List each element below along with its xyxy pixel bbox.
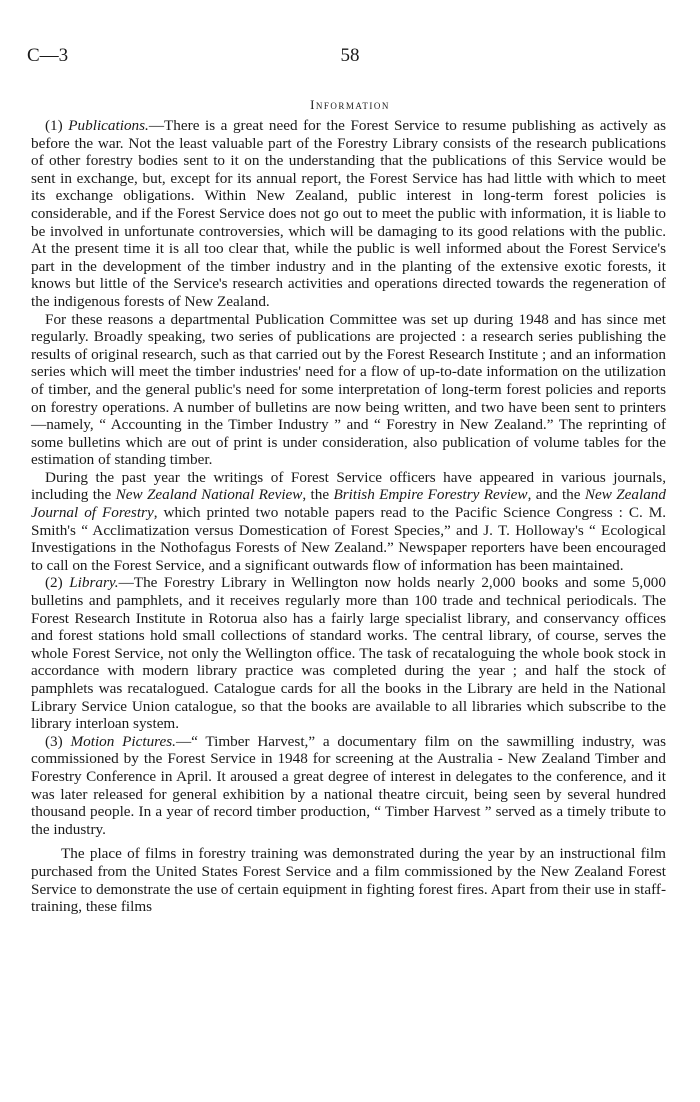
paragraph-heading: Motion Pictures. bbox=[70, 732, 176, 750]
paragraph-number: (3) bbox=[45, 732, 71, 750]
paragraph-publication-committee: For these reasons a departmental Publication Committee was set up during 1948 and has since met regularly. Broadly speaking, two series of publications are projected : a research series publishing the results of original research, such as that carried out by the Forest Research Institute ; and an information series which will meet the timber industries' need for a flow of up-to-date information on the utilization of timber, and the general public's need for some interpretation of long-term forest policies and reports on forestry operations. A number of bulletins are now being written, and two have been sent to printers—namely, “ Accounting in the Timber Industry ” and “ Forestry in New Zealand.” The reprinting of some bulletins which are out of print is under consideration, also publication of volume tables for the estimation of standing timber. bbox=[31, 310, 666, 469]
body-text bbox=[31, 117, 666, 916]
paragraph-library bbox=[31, 574, 666, 732]
paragraph-text: , the bbox=[302, 486, 334, 504]
paragraph-text: —“ Timber Harvest,” a documentary film on the sawmilling industry, was commissioned by the Forest Service in 1948 for screening at the Australia - New Zealand Timber and Forestry Conference in April. It aroused a great degree of interest in delegates to the conference, and it was later released for general exhibition by a national theatre circuit, being seen by several hundred thousand people. In a year of record timber production, “ Timber Harvest ” served as a timely tribute to the industry. bbox=[31, 732, 666, 838]
paragraph-heading: Library. bbox=[69, 574, 119, 592]
journal-title: New Zealand Journal of Forestry bbox=[31, 486, 666, 522]
journal-title: New Zealand National Review bbox=[115, 486, 303, 504]
section-title: Information bbox=[310, 97, 390, 112]
paragraph-number: (2) bbox=[45, 574, 70, 592]
paragraph-text: , which printed two notable papers read to the Pacific Science Congress : C. M. Smith's “ Acclimatization versus Domestication of Forest Species,” and J. T. Holloway's “ Ecological Investigations in the Nothofagus Forests of New Zealand.” Newspaper reporters have been encouraged to call on the Forest Service, and a significant outwards flow of information has been maintained. bbox=[31, 504, 666, 574]
paragraph-heading: Publications. bbox=[68, 117, 149, 134]
paragraph-text: —There is a great need for the Forest Service to resume publishing as actively as before the war. Not the least valuable part of the Forestry Library consists of the research publications of other forestry bodies sent to it on the understanding that the publications of this Service would be sent in exchange, but, except for its annual report, the Forest Service has had little with which to meet its exchange obligations. Within New Zealand, public interest in long-term forest policies is considerable, and if the Forest Service does not go out to meet the public with information, it is liable to be involved in unfortunate controversies, which will be damaging to its good relations with the public. At the present time it is all too clear that, while the public is well informed about the Forest Service's part in the development of the timber industry and in the planting of the extensive exotic forests, it knows but little of the Service's research activities and operations directed towards the regeneration of the indigenous forests of New Zealand. bbox=[31, 117, 666, 310]
paragraph-number: (1) bbox=[45, 117, 69, 134]
journal-title: British Empire Forestry Review bbox=[333, 486, 528, 504]
paragraph-text: —The Forestry Library in Wellington now holds nearly 2,000 books and some 5,000 bulletins and pamphlets, and it receives regularly more than 100 trade and technical periodicals. The Forest Research Institute in Rotorua also has a fairly large specialist library, and conservancy offices and forest stations hold small collections of standard works. The central library, of course, serves the whole Forest Service, not only the Wellington office. The task of recataloguing the whole book stock in accordance with modern library practice was completed during the year ; and half the stock of pamphlets was recatalogued. Catalogue cards for all the books in the Library are held in the National Library Service Union catalogue, so that the books are available to all libraries which subscribe to the library interloan system. bbox=[31, 574, 666, 733]
paragraph-text: , and the bbox=[527, 486, 585, 504]
paragraph-text: During the past year the writings of Forest Service officers have appeared in various journals, including the bbox=[31, 468, 666, 504]
paragraph-motion-pictures bbox=[31, 733, 666, 839]
report-code: C—3 bbox=[27, 45, 69, 66]
paragraph-journals bbox=[31, 469, 666, 575]
page-number: 58 bbox=[340, 45, 360, 66]
paragraph-training-films: The place of films in forestry training was demonstrated during the year by an instructional film purchased from the United States Forest Service and a film commissioned by the New Zealand Forest Service to demonstrate the use of certain equipment in fighting forest fires. Apart from their use in staff-training, these films bbox=[31, 845, 666, 916]
paragraph-publications bbox=[31, 117, 666, 311]
